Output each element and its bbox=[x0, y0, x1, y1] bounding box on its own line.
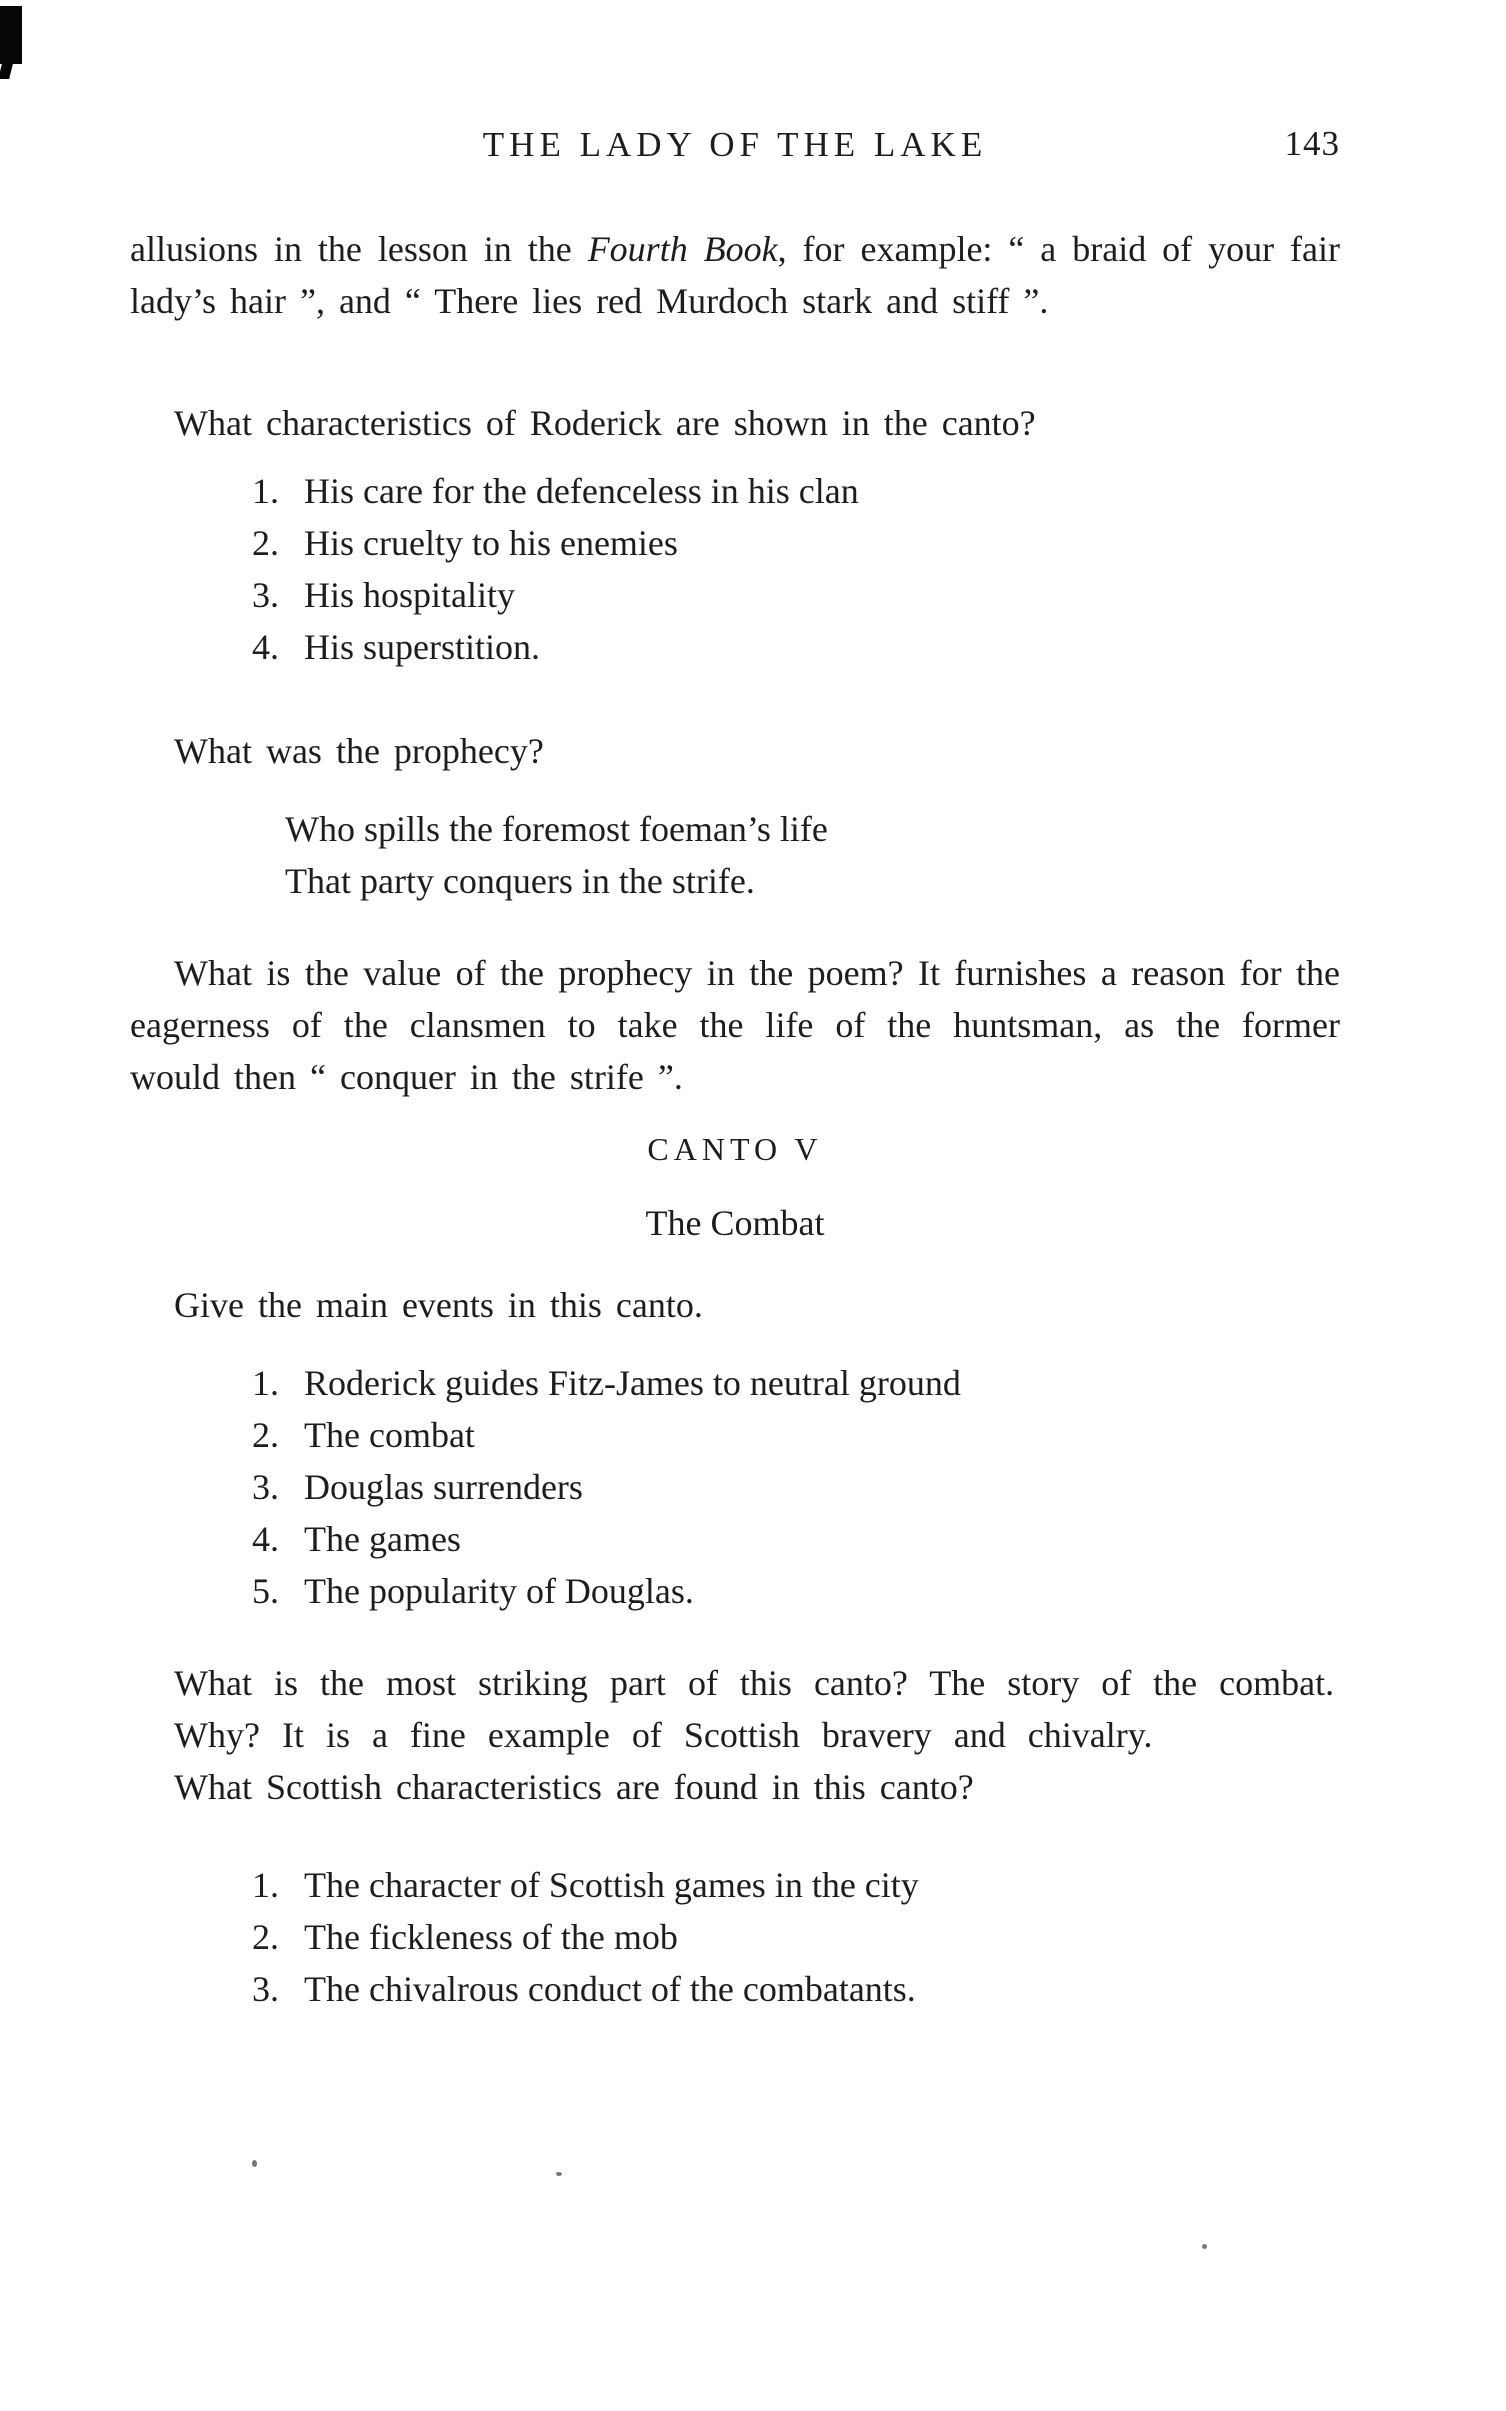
list-item-number: 3. bbox=[252, 575, 279, 615]
list-item-text: The chivalrous conduct of the combatants. bbox=[304, 1969, 916, 2009]
value-paragraph: What is the value of the prophecy in the poem? It furnishes a reason for the eagerness of the clansmen to take the life of the huntsman, as the former would then “ conquer in the strife ”. bbox=[130, 953, 1340, 1097]
list-item bbox=[252, 1409, 1340, 1461]
verse-line: Who spills the foremost foeman’s life bbox=[285, 809, 828, 849]
list-item-number: 3. bbox=[252, 1467, 279, 1507]
question-scottish: What Scottish characteristics are found in this canto? bbox=[174, 1767, 974, 1807]
list-item-number: 4. bbox=[252, 627, 279, 667]
list-item bbox=[252, 517, 1340, 569]
scottish-list bbox=[252, 1859, 1340, 2015]
list-item-text: The popularity of Douglas. bbox=[304, 1571, 694, 1611]
why-paragraph: Why? It is a fine example of Scottish bravery and chivalry. bbox=[174, 1715, 1153, 1755]
list-item-text: The character of Scottish games in the city bbox=[304, 1865, 919, 1905]
question-events: Give the main events in this canto. bbox=[174, 1285, 703, 1325]
opening-paragraph bbox=[130, 223, 1340, 327]
verse-line: That party conquers in the strife. bbox=[285, 861, 755, 901]
list-item-number: 2. bbox=[252, 523, 279, 563]
list-item bbox=[252, 569, 1340, 621]
book-title-italic: Fourth Book bbox=[587, 229, 778, 269]
paper-speck bbox=[1202, 2244, 1207, 2249]
list-item-text: The fickleness of the mob bbox=[304, 1917, 678, 1957]
canto-subtitle: The Combat bbox=[645, 1203, 825, 1243]
paragraph-text: allusions in the lesson in the bbox=[130, 229, 588, 269]
list-item bbox=[252, 465, 1340, 517]
list-item bbox=[252, 1513, 1340, 1565]
list-item-number: 5. bbox=[252, 1571, 279, 1611]
running-head-title: THE LADY OF THE LAKE bbox=[482, 125, 988, 164]
canto-heading: CANTO V bbox=[647, 1131, 823, 1167]
list-item-text: Roderick guides Fitz-James to neutral ground bbox=[304, 1363, 961, 1403]
question-prophecy: What was the prophecy? bbox=[174, 731, 544, 771]
list-item-text: His cruelty to his enemies bbox=[304, 523, 678, 563]
prophecy-verse bbox=[285, 803, 1340, 907]
list-item-number: 1. bbox=[252, 1865, 279, 1905]
list-item bbox=[252, 1461, 1340, 1513]
list-item-number: 2. bbox=[252, 1415, 279, 1455]
list-item-number: 2. bbox=[252, 1917, 279, 1957]
events-list bbox=[252, 1357, 1340, 1617]
list-item bbox=[252, 1963, 1340, 2015]
ink-smudge bbox=[0, 6, 22, 64]
list-item-number: 1. bbox=[252, 471, 279, 511]
list-item-text: His care for the defenceless in his clan bbox=[304, 471, 859, 511]
list-item-text: Douglas surrenders bbox=[304, 1467, 583, 1507]
list-item bbox=[252, 1357, 1340, 1409]
paragraph-text: , for example: “ a braid of your fair lady’s hair ”, and “ There lies red Murdoch stark and stiff ”. bbox=[130, 229, 1340, 321]
list-item bbox=[252, 1859, 1340, 1911]
list-item bbox=[252, 621, 1340, 673]
list-item bbox=[252, 1911, 1340, 1963]
page-number: 143 bbox=[1284, 124, 1340, 163]
question-characteristics: What characteristics of Roderick are shown in the canto? bbox=[174, 403, 1036, 443]
list-item bbox=[252, 1565, 1340, 1617]
characteristics-list bbox=[252, 465, 1340, 673]
list-item-number: 3. bbox=[252, 1969, 279, 2009]
page-header bbox=[130, 118, 1340, 171]
list-item-text: His hospitality bbox=[304, 575, 516, 615]
list-item-text: His superstition. bbox=[304, 627, 541, 667]
list-item-text: The combat bbox=[304, 1415, 475, 1455]
list-item-number: 4. bbox=[252, 1519, 279, 1559]
paper-speck bbox=[556, 2172, 562, 2176]
striking-paragraph: What is the most striking part of this canto? The story of the combat. bbox=[174, 1663, 1335, 1703]
list-item-number: 1. bbox=[252, 1363, 279, 1403]
list-item-text: The games bbox=[304, 1519, 461, 1559]
paper-speck bbox=[252, 2160, 257, 2167]
